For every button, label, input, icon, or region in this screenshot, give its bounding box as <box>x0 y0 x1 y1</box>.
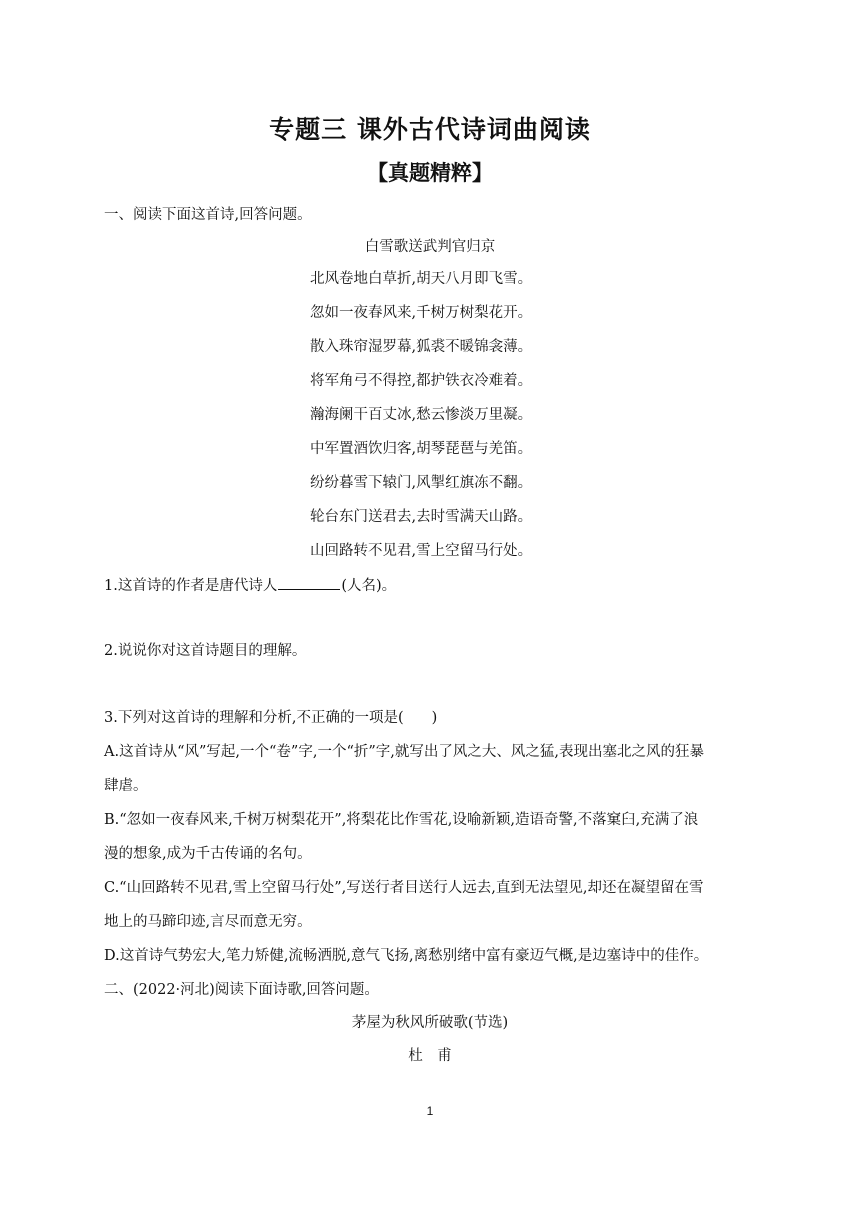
option-d: D.这首诗气势宏大,笔力矫健,流畅洒脱,意气飞扬,离愁别绪中富有豪迈气概,是边塞诗中的佳作。 <box>104 948 709 964</box>
option-c: C.“山回路转不见君,雪上空留马行处”,写送行者目送行人远去,直到无法望见,却还在凝望留在雪 <box>104 880 704 896</box>
poem1-line: 忽如一夜春风来,千树万树梨花开。 <box>310 305 533 321</box>
section-subtitle: 【真题精粹】 <box>367 161 493 185</box>
section1-heading: 一、阅读下面这首诗,回答问题。 <box>104 207 312 223</box>
section2-heading: 二、(2022·河北)阅读下面诗歌,回答问题。 <box>104 982 379 998</box>
poem1-line: 北风卷地白草折,胡天八月即飞雪。 <box>310 271 533 287</box>
question-3-close: ) <box>431 710 438 726</box>
poem1-line: 山回路转不见君,雪上空留马行处。 <box>310 543 533 559</box>
question-1-suffix: (人名)。 <box>341 578 397 594</box>
poem1-line: 纷纷暮雪下辕门,风掣红旗冻不翻。 <box>310 475 533 491</box>
question-3 <box>104 708 437 728</box>
answer-blank[interactable] <box>278 575 340 590</box>
poem1-line: 将军角弓不得控,都护铁衣冷难着。 <box>310 373 533 389</box>
option-c-cont: 地上的马蹄印迹,言尽而意无穷。 <box>104 914 312 930</box>
option-a-cont: 肆虐。 <box>104 778 148 794</box>
poem1-line: 轮台东门送君去,去时雪满天山路。 <box>310 509 533 525</box>
question-1-text: 1.这首诗的作者是唐代诗人 <box>104 578 278 594</box>
option-b-cont: 漫的想象,成为千古传诵的名句。 <box>104 846 312 862</box>
question-2: 2.说说你对这首诗题目的理解。 <box>104 643 307 659</box>
question-1 <box>104 575 396 596</box>
poem1-line: 中军置酒饮归客,胡琴琵琶与羌笛。 <box>310 441 533 457</box>
option-a: A.这首诗从“风”写起,一个“卷”字,一个“折”字,就写出了风之大、风之猛,表现出塞北之风的狂暴 <box>104 744 704 760</box>
question-3-text: 3.下列对这首诗的理解和分析,不正确的一项是( <box>104 710 404 726</box>
poem2-author: 杜 甫 <box>408 1048 452 1064</box>
poem1-title: 白雪歌送武判官归京 <box>364 239 496 255</box>
poem2-title: 茅屋为秋风所破歌(节选) <box>351 1015 509 1031</box>
page-title: 专题三 课外古代诗词曲阅读 <box>269 115 591 144</box>
page-number: 1 <box>426 1104 434 1118</box>
option-b: B.“忽如一夜春风来,千树万树梨花开”,将梨花比作雪花,设喻新颖,造语奇警,不落窠臼,充满了浪 <box>104 812 699 828</box>
poem1-line: 散入珠帘湿罗幕,狐裘不暖锦衾薄。 <box>310 339 533 355</box>
poem1-line: 瀚海阑干百丈冰,愁云惨淡万里凝。 <box>310 407 533 423</box>
